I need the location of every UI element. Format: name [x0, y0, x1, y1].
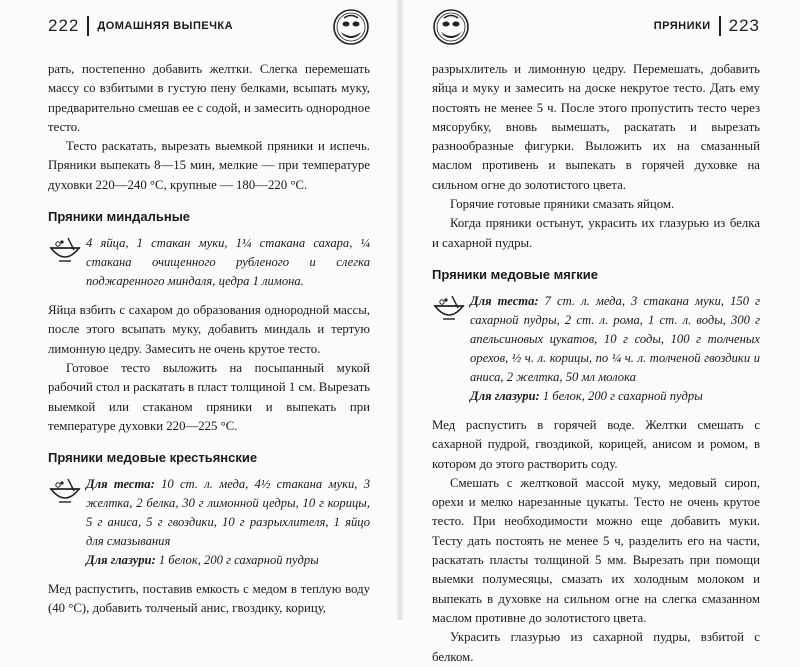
paragraph: разрыхлитель и лимонную цедру. Перемешать, добавить яйца и муку и замесить на доске некрутое тесто. Дать ему постоять не менее 5 ч. После этого пропустить тесто через мясорубку, вновь вымешать, раскатать и вырезать разнообразные фигурки. Выложить их на смазанный маслом противень и выпекать в горячей духовке на сильном огне до золотистого цвета.: [432, 62, 760, 192]
ingredients-text: 4 яйца, 1 стакан муки, 1¼ стакана сахара, ¼ стакана очищенного рубленого и слегка поджаренного миндаля, цедра 1 лимона.: [86, 236, 370, 289]
right-running-title: ПРЯНИКИ: [653, 20, 711, 32]
ingredients-block: [432, 292, 760, 406]
ingredients-block: [48, 234, 370, 291]
paragraph: Когда пряники остынут, украсить их глазурью из белка и сахарной пудры.: [432, 216, 760, 250]
paragraph: Яйца взбить с сахаром до образования однородной массы, после этого всыпать муку, добавить миндаль и тертую лимонную цедру. Замесить не очень крутое тесто.: [48, 303, 370, 356]
left-page: [0, 0, 400, 620]
mixing-bowl-icon: [48, 477, 82, 505]
recipe-title: Пряники медовые мягкие: [432, 266, 598, 282]
dough-ingredients: 10 ст. л. меда, 4½ стакана муки, 3 желтка, 2 белка, 30 г лимонной цедры, 10 г корицы, 5 г аниса, 5 г гвоздики, 10 г разрыхлителя, 1 яйцо для смазывания: [86, 477, 370, 549]
glaze-label: Для глазури:: [470, 388, 540, 403]
glaze-ingredients: 1 белок, 200 г сахарной пудры: [155, 553, 319, 568]
paragraph: Украсить глазурью из сахарной пудры, взбитой с белком.: [432, 630, 760, 664]
right-page: [400, 0, 800, 664]
paragraph: Горячие готовые пряники смазать яйцом.: [450, 197, 675, 212]
right-running-head: [654, 14, 760, 38]
chef-emblem-icon: [432, 8, 470, 46]
mixing-bowl-icon: [432, 294, 466, 322]
left-running-title: ДОМАШНЯЯ ВЫПЕЧКА: [97, 20, 234, 32]
paragraph: Мед распустить, поставив емкость с медом в теплую воду (40 °С), добавить толченый анис, гвоздику, корицу,: [48, 582, 370, 616]
paragraph: Мед распустить в горячей воде. Желтки смешать с сахарной пудрой, гвоздикой, корицей, анисом и ромом, в котором до этого растворить соду.: [432, 417, 760, 471]
glaze-ingredients: 1 белок, 200 г сахарной пудры: [539, 388, 703, 403]
left-content: [48, 60, 370, 619]
dough-label: Для теста:: [86, 477, 155, 492]
recipe-title: Пряники миндальные: [48, 209, 191, 225]
right-content: [432, 60, 760, 667]
dough-label: Для теста:: [470, 293, 539, 308]
running-head-divider: [719, 16, 721, 36]
paragraph: рать, постепенно добавить желтки. Слегка перемешать массу со взбитыми в густую пену белками, всыпать муку, предварительно смешав ее с содой, и замесить однородное тесто.: [48, 62, 370, 134]
dough-ingredients: 7 ст. л. меда, 3 стакана муки, 150 г сахарной пудры, 2 ст. л. рома, 1 ст. л. воды, 300 г апельсиновых цукатов, 10 г соды, 100 г толченых орехов, ½ ч. л. корицы, по ¼ ч. л. толченой гвоздики и аниса, 2 желтка, 50 мл молока: [470, 293, 760, 384]
mixing-bowl-icon: [48, 236, 82, 264]
paragraph: Смешать с желтковой массой муку, медовый сироп, орехи и мелко нарезанные цукаты. Тесто не очень крутое тесто. При необходимости можно еще добавить муки. Тесту дать постоять не менее 5 ч, разделить его на части, раскатать пласты толщиной 5 мм. Вырезать при помощи выемки полумесяцы, смазать их холодным молоком и выпекать в духовке на сильном огне на слегка смазанном маслом противне до золотистого цвета.: [432, 475, 760, 625]
recipe-title: Пряники медовые крестьянские: [48, 450, 258, 466]
paragraph: Тесто раскатать, вырезать выемкой пряники и испечь. Пряники выпекать 8—15 мин, мелкие — при температуре духовки 220—240 °С, крупные — 180—220 °С.: [48, 139, 370, 192]
right-page-number: 223: [728, 16, 760, 35]
running-head-divider: [87, 16, 89, 36]
chef-emblem-icon: [332, 8, 370, 46]
paragraph: Готовое тесто выложить на посыпанный мукой рабочий стол и раскатать в пласт толщиной 1 см. Вырезать выемкой или стаканом пряники и выпекать при температуре духовки 220—225 °С.: [48, 360, 370, 433]
ingredients-block: [48, 475, 370, 570]
glaze-label: Для глазури:: [86, 553, 156, 568]
left-page-number: 222: [48, 16, 80, 35]
ingredients-text: [86, 475, 370, 570]
left-running-head: [48, 14, 233, 38]
ingredients-text: [470, 292, 760, 406]
